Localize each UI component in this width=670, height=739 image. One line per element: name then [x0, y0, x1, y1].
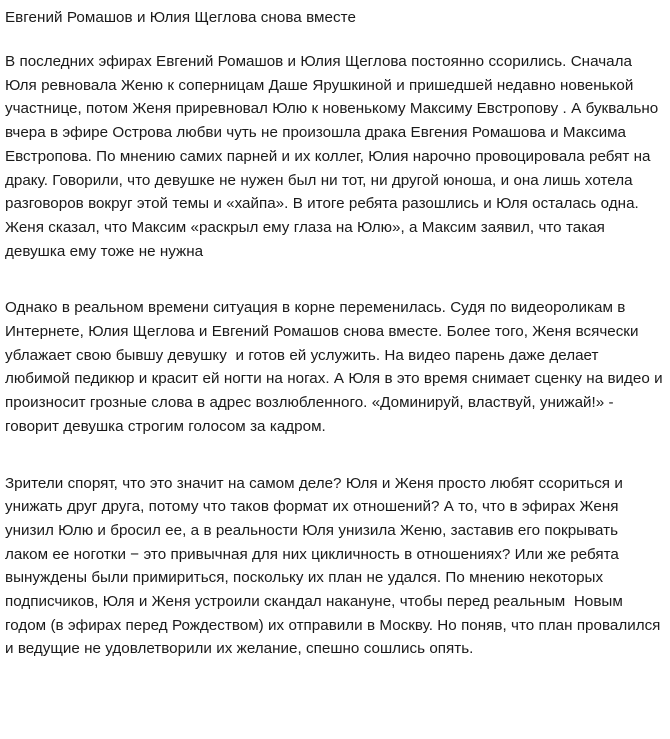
- article-paragraph: Зрители спорят, что это значит на самом деле? Юля и Женя просто любят ссориться и унижать друг друга, потому что таков формат их отношений? А то, что в эфирах Женя унизил Юлю и бросил ее, а в реальности Юля унизила Женю, заставив его покрывать лаком ее ноготки − это привычная для них цикличность в отношениях? Или же ребята вынуждены были примириться, поскольку их план не удался. По мнению некоторых подписчиков, Юля и Женя устроили скандал накануне, чтобы перед реальным Новым годом (в эфирах перед Рождеством) их отправили в Москву. Но поняв, что план провалился и ведущие не удовлетворили их желание, спешно сошлись опять.: [5, 474, 665, 658]
- article-paragraph: Однако в реальном времени ситуация в корне переменилась. Судя по видеороликам в Интернете, Юлия Щеглова и Евгений Ромашов снова вместе. Более того, Женя всячески ублажает свою бывшу девушку и готов ей услужить. На видео парень даже делает любимой педикюр и красит ей ногти на ногах. А Юля в это время снимает сценку на видео и произносит грозные слова в адрес возлюбленного. «Доминируй, властвуй, унижай!» - говорит девушка строгим голосом за кадром.: [5, 299, 668, 435]
- article-body: [5, 50, 668, 661]
- article-paragraph: В последних эфирах Евгений Ромашов и Юлия Щеглова постоянно ссорились. Сначала Юля ревновала Женю к соперницам Даше Ярушкиной и пришедшей недавно новенькой участнице, потом Женя приревновал Юлю к новенькому Максиму Евстропову . А буквально вчера в эфире Острова любви чуть не произошла драка Евгения Ромашова и Максима Евстропова. По мнению самих парней и их коллег, Юлия нарочно провоцировала ребят на драку. Говорили, что девушке не нужен был ни тот, ни другой юноша, и она лишь хотела разговоров вокруг этой темы и «хайпа». В итоге ребята разошлись и Юля осталась одна. Женя сказал, что Максим «раскрыл ему глаза на Юлю», а Максим заявил, что такая девушка ему тоже не нужна: [5, 53, 663, 260]
- article-title: Евгений Ромашов и Юлия Щеглова снова вместе: [5, 9, 356, 26]
